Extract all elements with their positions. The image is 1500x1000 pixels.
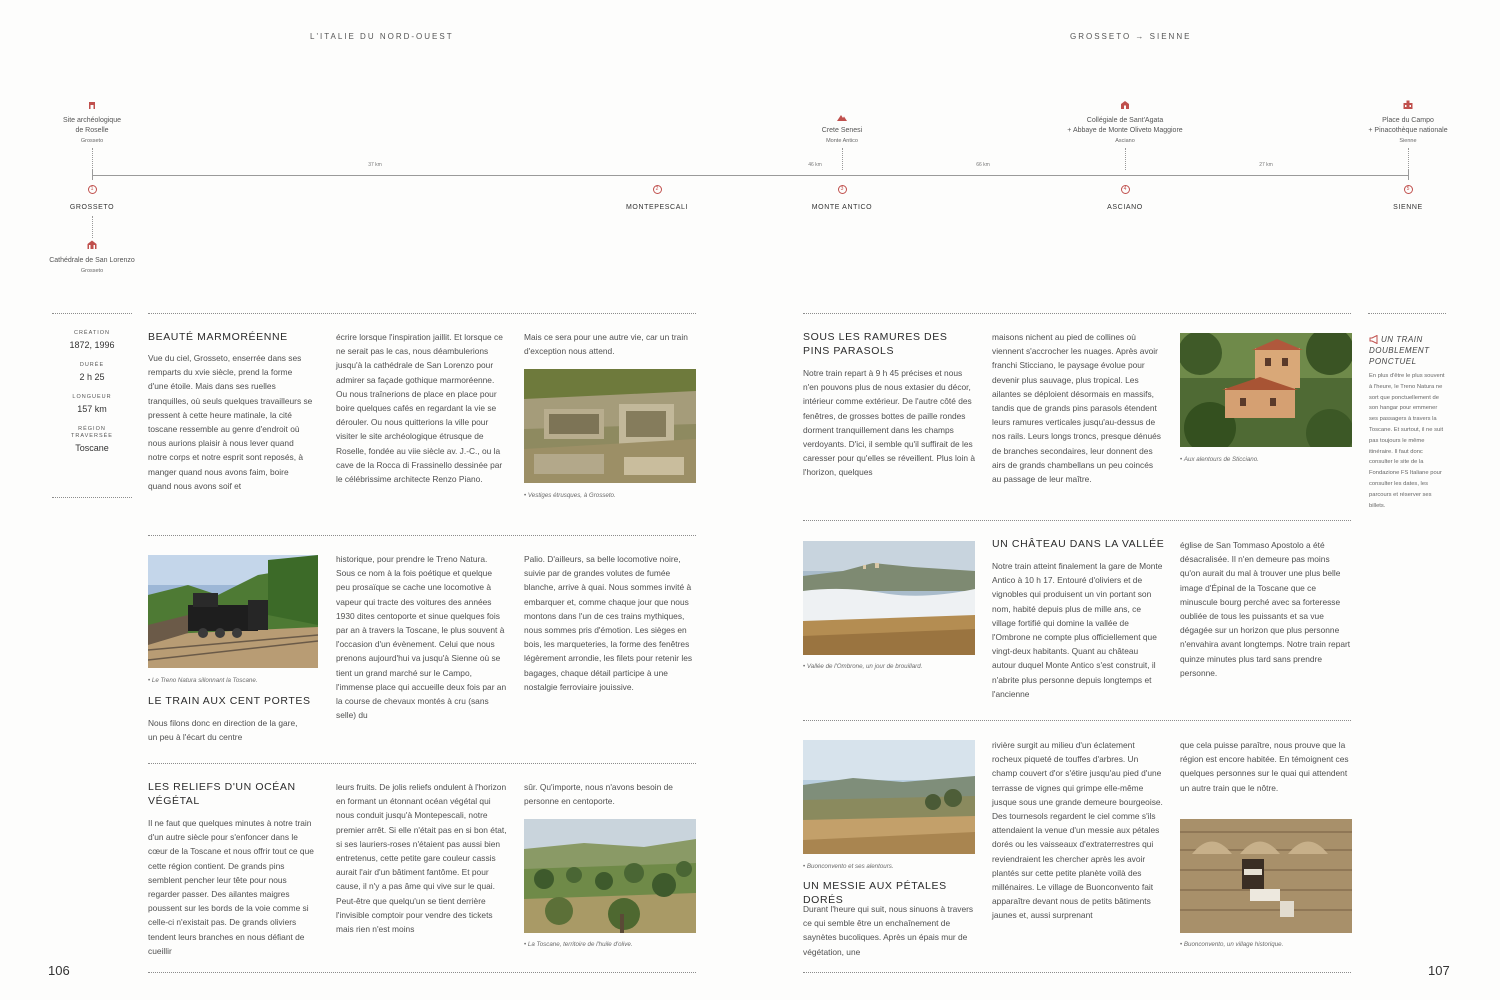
station-number: 5 xyxy=(1404,185,1413,194)
site-label xyxy=(1328,116,1488,146)
distance-label: 37 km xyxy=(368,162,382,168)
site-label xyxy=(12,116,172,146)
distance-label: 66 km xyxy=(976,162,990,168)
timeline-line xyxy=(92,175,1408,176)
photo-sticciano-villa xyxy=(1180,333,1352,447)
divider xyxy=(148,313,696,314)
divider xyxy=(148,972,696,973)
site-label xyxy=(762,126,922,146)
site-name: de Roselle xyxy=(75,127,109,134)
photo-historic-village xyxy=(1180,819,1352,933)
region-label: RÉGION TRAVERSÉE xyxy=(71,426,113,439)
site-town: Sienne xyxy=(1399,138,1417,144)
divider xyxy=(1368,313,1446,314)
page-number: 107 xyxy=(1428,963,1450,978)
site-name: Place du Campo xyxy=(1382,117,1434,124)
timeline-tick xyxy=(1408,170,1409,180)
divider xyxy=(803,720,1351,721)
body-text: Vue du ciel, Grosseto, enserrée dans ses remparts du xvie siècle, prend la forme d'une étoile. Mais dans ses ruelles tranquilles, où seuls quelques travailleurs se pressent à cette heure matinale, la cité toscane ressemble au genre d'endroit où nous aurions plaisir à nous lever quand notre corps et notre esprit sont reposés, à manger quand nous avons faim, boire quand nous avons soif et xyxy=(148,353,313,491)
section-title: UN MESSIE AUX PÉTALES DORÉS xyxy=(803,880,947,906)
creation-label: CRÉATION xyxy=(73,330,110,336)
photo-olive-grove xyxy=(524,819,696,933)
body-text: sûr. Qu'importe, nous n'avons besoin de personne en centoporte. xyxy=(524,782,673,807)
leader-line xyxy=(92,148,93,170)
running-head-right: GROSSETO → SIENNE xyxy=(1070,32,1192,41)
body-text: Il ne faut que quelques minutes à notre train d'un autre siècle pour s'enfoncer dans le cœur de la Toscane et nous offrir tout ce que cette région contient. De grands pins semblent pencher leur tête pour nous regarder passer. Des ailantes maigres poussent sur les bords de la voie comme si celle-ci n'existait pas. De grands oliviers tendent leurs branches en nous défiant de cueillir xyxy=(148,818,314,956)
section-title: LES RELIEFS D'UN OCÉAN VÉGÉTAL xyxy=(148,781,296,807)
cathedral-icon xyxy=(87,240,97,249)
palace-icon xyxy=(1403,100,1413,109)
photo-ombrone-valley xyxy=(803,541,975,655)
station-number: 2 xyxy=(653,185,662,194)
page-number: 106 xyxy=(48,963,70,978)
station-number: 3 xyxy=(838,185,847,194)
photo-caption: • Le Treno Natura sillonnant la Toscane. xyxy=(148,676,318,685)
site-label xyxy=(1045,116,1205,146)
divider xyxy=(803,520,1351,521)
body-text: rivière surgit au milieu d'un éclatement rocheux piqueté de touffes d'arbres. Un champ couvert d'or s'étire jusqu'au pied d'une terrasse de vignes qui grimpe elle-même jusque sous une grande demeure bourgeoise. Des tournesols regardent le ciel comme s'ils attendaient la venue d'un messie aux pétales dorés ou les vaisseaux d'extraterrestres qui reviendraient les chercher après les avoir plantés sur cette petite planète voilà des millénaires. Le village de Buonconvento fait apparaître devant nous de petits bâtiments jaunes et, aussi surprenant xyxy=(992,740,1163,921)
site-town: Monte Antico xyxy=(826,138,858,144)
section-title: LE TRAIN AUX CENT PORTES xyxy=(148,695,311,707)
timeline-tick xyxy=(92,170,93,180)
leader-line xyxy=(1125,148,1126,170)
photo-caption: • La Toscane, territoire de l'huile d'olive. xyxy=(524,940,696,949)
leader-line xyxy=(92,216,93,238)
divider xyxy=(52,497,132,498)
photo-steam-train xyxy=(148,555,318,668)
body-text: maisons nichent au pied de collines où viennent s'accrocher les nuages. Après avoir franchi Sticciano, le paysage évolue pour devenir plus sauvage, plus tropical. Les ailantes se déploient désormais en massifs, tandis que de grands pins parasols étendent leurs ramures verticales jusqu'au-dessus de nos rails. Leurs longs troncs, presque dénués de branches secondaires, leur donnent des airs de grands chambellans un peu coincés au passage de leur maître. xyxy=(992,332,1161,485)
body-text: Notre train repart à 9 h 45 précises et nous n'en pouvons plus de nous extasier du décor, intérieur comme extérieur. De l'autre côté des fenêtres, de grosses bottes de paille rondes dorment tranquillement dans les champs verdoyants. D'ici, il semble qu'il suffirait de les caresser pour qu'elles se réveillent. Plus loin à l'horizon, quelques xyxy=(803,368,975,478)
station-number: 4 xyxy=(1121,185,1130,194)
station-number: 1 xyxy=(88,185,97,194)
distance-label: 46 km xyxy=(808,162,822,168)
region-value: Toscane xyxy=(75,443,109,453)
length-label: LONGUEUR xyxy=(72,394,112,400)
station-name: MONTE ANTICO xyxy=(811,204,873,211)
site-town: Asciano xyxy=(1115,138,1135,144)
photo-caption: • Vallée de l'Ombrone, un jour de brouillard. xyxy=(803,662,943,671)
site-name: Site archéologique xyxy=(63,117,121,124)
body-text: que cela puisse paraître, nous prouve que la région est encore habitée. En témoignent ces quelques personnes sur le quai qui attendent un autre train que le nôtre. xyxy=(1180,740,1349,793)
site-label xyxy=(12,256,172,276)
body-text: Palio. D'ailleurs, sa belle locomotive noire, suivie par de grandes volutes de fumée blanche, arrive à quai. Nous sommes invité à embarquer et, comme chaque jour que nous montons dans l'un de ces trains mythiques, nous sommes pris d'émotion. Les sièges en bois, les marqueteries, la forme des fenêtres légèrement arrondie, les filets pour retenir les bagages, chaque détail participe à une nostalgie ferroviaire jouissive. xyxy=(524,554,693,692)
mountain-icon xyxy=(837,113,847,122)
photo-caption: • Buonconvento et ses alentours. xyxy=(803,862,975,871)
body-text: Durant l'heure qui suit, nous sinuons à travers ce qui semble être un enchaînement de saynètes bucoliques. Après un épais mur de végétation, une xyxy=(803,904,974,957)
site-town: Grosseto xyxy=(80,268,104,274)
body-text: Nous filons donc en direction de la gare, un peu à l'écart du centre xyxy=(148,718,298,743)
duration-label: DURÉE xyxy=(79,362,105,368)
station-name: GROSSETO xyxy=(69,204,115,211)
site-town: Grosseto xyxy=(80,138,104,144)
body-text: église de San Tommaso Apostolo a été désacralisée. Il n'en demeure pas moins qu'on aurait du mal à trouver une plus belle image d'Épinal de la Toscane que ce minuscule bourg perché avec sa forteresse oubliée de tous les puissants et sa vue dégagée sur un horizon que plus personne n'envahira avant longtemps. Notre train repart quinze minutes plus tard sans prendre personne. xyxy=(1180,540,1351,678)
sidebar-note-title: UN TRAIN DOUBLEMENT PONCTUEL xyxy=(1369,335,1430,366)
body-text: leurs fruits. De jolis reliefs ondulent à l'horizon en formant un étonnant océan végétal qui nous conduit jusqu'à Montepescali, notre premier arrêt. Si elle n'était pas en si bon état, si ses lauriers-roses n'étaient pas aussi bien entretenus, cette petite gare couleur cassis aurait l'air d'un bâtiment fantôme. Et pour cause, il n'y a pas âme qui vive sur le quai. Peut-être que quelqu'un se tient derrière l'invisible comptoir pour vendre des tickets mais rien n'est moins xyxy=(336,782,507,935)
station-name: ASCIANO xyxy=(1107,204,1143,211)
leader-line xyxy=(842,148,843,170)
section-title: BEAUTÉ MARMORÉENNE xyxy=(148,331,288,343)
sidebar-note-text: En plus d'être le plus souvent à l'heure, le Treno Natura ne sort que ponctuellement de son hangar pour emmener ses passagers à travers la Toscane. Et surtout, il ne suit pas toujours le même itinéraire. Il faut donc consulter le site de la Fondazione FS Italiane pour consulter les dates, les parcours et réserver ses billets. xyxy=(1369,373,1445,509)
body-text: historique, pour prendre le Treno Natura. Sous ce nom à la fois poétique et quelque peu prosaïque se cache une locomotive à vapeur qui tracte des voitures des années 1930 dites centoporte et sinue quelques fois par an à travers la Toscane, le plus souvent à l'occasion d'un évènement. Celui que nous prenons aujourd'hui va jusqu'à Sienne où se tient un grand marché sur le Campo, l'immense place qui accueille deux fois par an la course de chevaux montés à cru (sans selle) du xyxy=(336,554,507,721)
divider xyxy=(148,535,696,536)
site-name: + Abbaye de Monte Oliveto Maggiore xyxy=(1067,127,1183,134)
photo-caption: • Vestiges étrusques, à Grosseto. xyxy=(524,491,696,500)
distance-label: 27 km xyxy=(1259,162,1273,168)
running-head-left: L'ITALIE DU NORD-OUEST xyxy=(310,32,454,41)
church-icon xyxy=(1120,100,1130,109)
site-name: Collégiale de Sant'Agata xyxy=(1086,117,1164,124)
body-text: Mais ce sera pour une autre vie, car un train d'exception nous attend. xyxy=(524,332,688,357)
photo-caption: • Buonconvento, un village historique. xyxy=(1180,940,1352,949)
station-name: MONTEPESCALI xyxy=(625,204,689,211)
site-name: + Pinacothèque nationale xyxy=(1368,127,1448,134)
ruins-icon xyxy=(87,101,97,110)
section-title: UN CHÂTEAU DANS LA VALLÉE xyxy=(992,538,1165,550)
photo-caption: • Aux alentours de Sticciano. xyxy=(1180,455,1352,464)
photo-buonconvento-landscape xyxy=(803,740,975,854)
divider xyxy=(148,763,696,764)
body-text: Notre train atteint finalement la gare de Monte Antico à 10 h 17. Entouré d'oliviers et de vignobles qui produisent un vin portant son nom, habité depuis plus de mille ans, ce village fortifié qui domine la vallée de l'Ombrone ne compte plus officiellement que vingt-deux habitants. Quant au château autour duquel Monte Antico s'est construit, il n'abrite plus personne depuis longtemps et l'ancienne xyxy=(992,561,1163,699)
leader-line xyxy=(1408,148,1409,170)
photo-etruscan-ruins xyxy=(524,369,696,483)
divider xyxy=(803,972,1351,973)
divider xyxy=(52,313,132,314)
site-name: Cathédrale de San Lorenzo xyxy=(49,257,135,264)
facts-sidebar xyxy=(52,330,132,465)
body-text: écrire lorsque l'inspiration jaillit. Et lorsque ce ne serait pas le cas, nous déambulerions jusqu'à la cathédrale de San Lorenzo pour admirer sa façade gothique marmoréenne. Ou nous traînerions de place en place pour boire quelques cafés en regardant la vie se dérouler. Ou nous quitterions la ville pour visiter le site archéologique étrusque de Roselle, fondée au viie siècle av. J.-C., ou la cave de la Rocca di Frassinello dessinée par le célébrissime architecte Renzo Piano. xyxy=(336,332,503,485)
site-name: Crete Senesi xyxy=(821,127,863,134)
length-value: 157 km xyxy=(77,404,107,414)
creation-value: 1872, 1996 xyxy=(69,340,115,350)
station-name: SIENNE xyxy=(1393,204,1423,211)
duration-value: 2 h 25 xyxy=(79,372,105,382)
divider xyxy=(803,313,1351,314)
section-title: SOUS LES RAMURES DES PINS PARASOLS xyxy=(803,331,948,357)
